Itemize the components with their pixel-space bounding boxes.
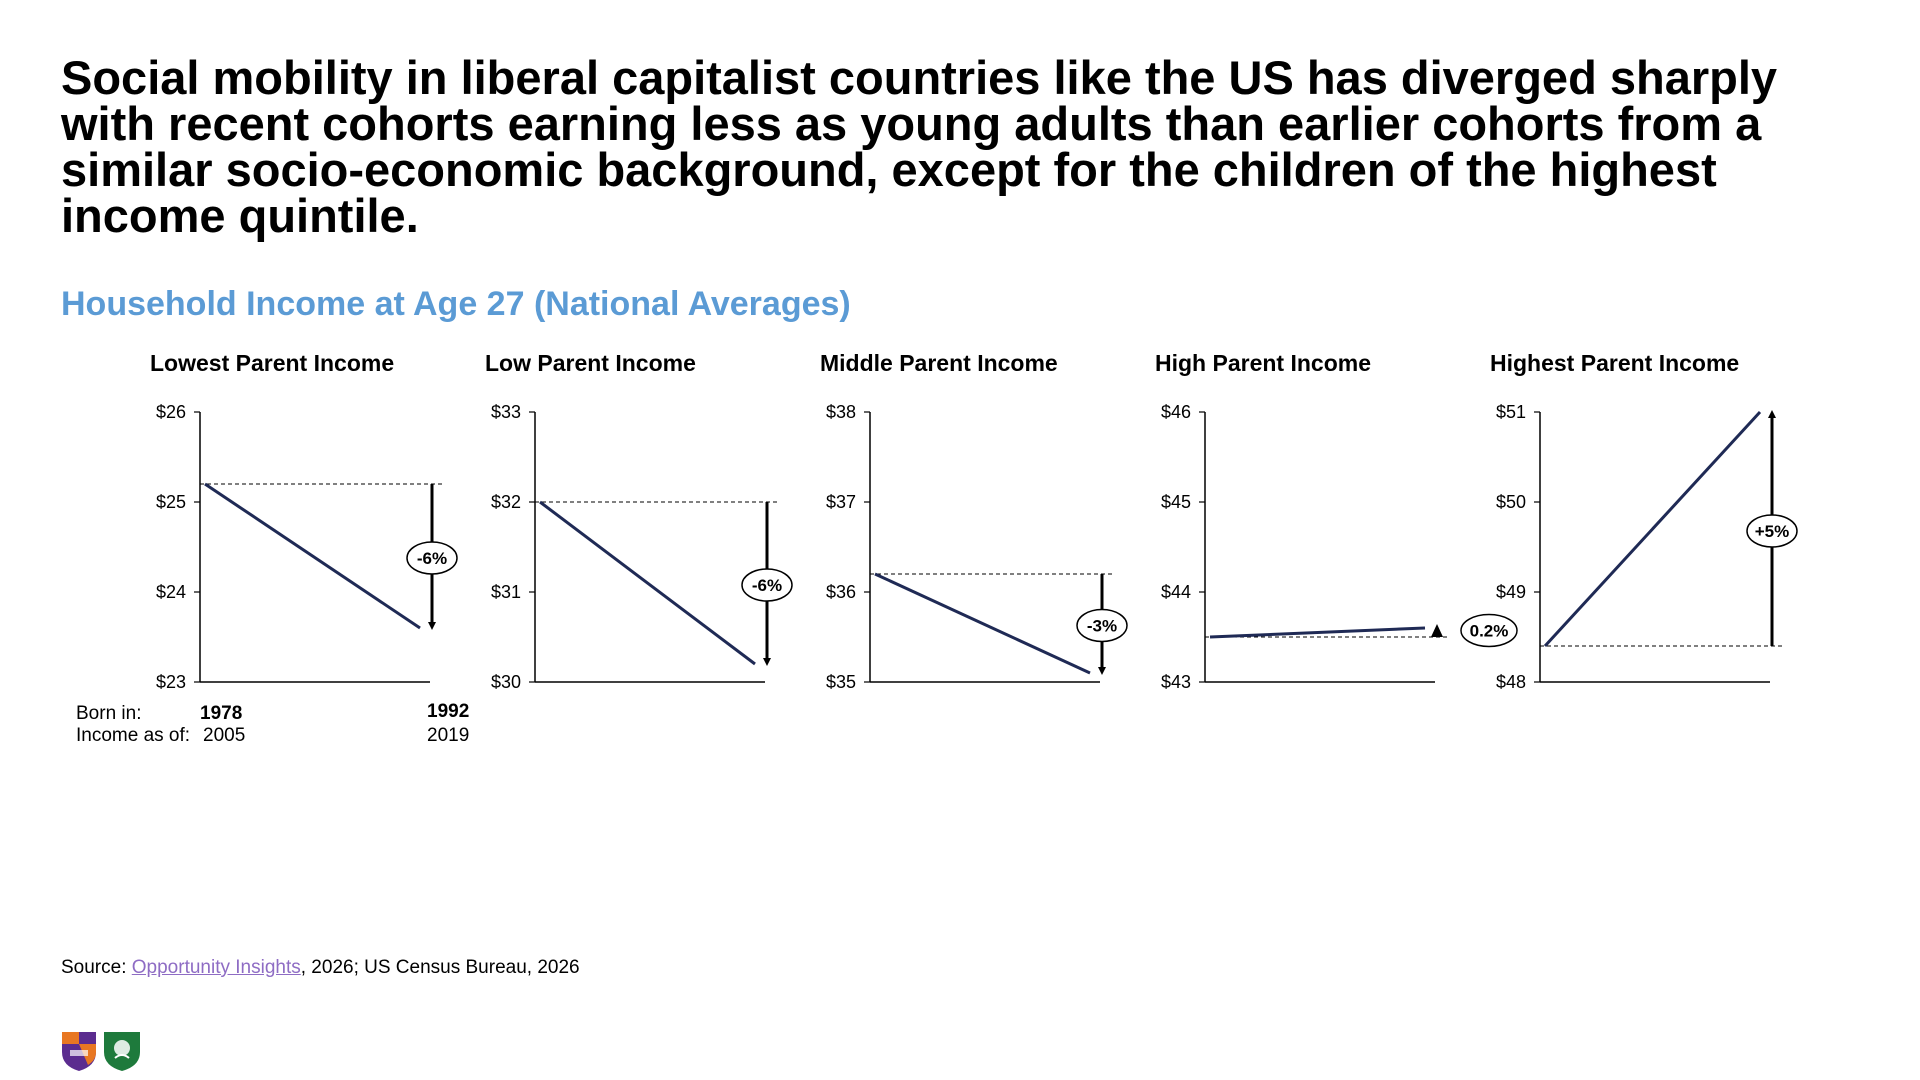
panel-title-lowest: Lowest Parent Income: [150, 350, 395, 376]
born-in-label: Born in:: [76, 703, 142, 724]
panel-1-ytick-label: $26: [155, 402, 186, 422]
chart-subtitle: Household Income at Age 27 (National Averages): [61, 285, 851, 323]
panel-3-ytick-label: $35: [825, 672, 856, 692]
panel-5-ytick-label: $48: [1495, 672, 1526, 692]
panel-1-ytick-label: $25: [155, 492, 186, 512]
panel-1-series-line: [205, 484, 420, 628]
panel-2-ytick-label: $33: [490, 402, 521, 422]
panel-1-ytick-label: $23: [155, 672, 186, 692]
panel-5-series-line: [1545, 412, 1760, 646]
panel-5-ytick-label: $49: [1495, 582, 1526, 602]
panel-title-highest: Highest Parent Income: [1490, 350, 1740, 376]
panel-title-high: High Parent Income: [1155, 350, 1371, 376]
panel-4-ytick-label: $45: [1160, 492, 1191, 512]
source-prefix: Source:: [61, 957, 132, 978]
panel-1-change-label: -6%: [416, 549, 448, 568]
panel-1-ytick-label: $24: [155, 582, 186, 602]
source-note: [61, 957, 580, 979]
panel-4-change-arrow: [1431, 624, 1443, 637]
source-link[interactable]: Opportunity Insights: [131, 957, 301, 978]
panel-2-ytick-label: $30: [490, 672, 521, 692]
page-headline: Social mobility in liberal capitalist countries like the US has diverged sharply with recent cohorts earning less as young adults than earlier cohorts from a similar socio-economic background, except for the children of the highest income quintile.: [61, 51, 1778, 242]
start-born-year: 1978: [200, 703, 243, 724]
panel-5-ytick-label: $50: [1495, 492, 1526, 512]
logo-group: [60, 1030, 150, 1077]
panel-2-ytick-label: $31: [490, 582, 521, 602]
panel-3-ytick-label: $36: [825, 582, 856, 602]
panel-title-middle: Middle Parent Income: [820, 350, 1058, 376]
start-income-year: 2005: [203, 725, 246, 746]
end-born-year: 1992: [427, 701, 470, 722]
panel-2-ytick-label: $32: [490, 492, 521, 512]
panel-4-ytick-label: $44: [1160, 582, 1191, 602]
end-income-year: 2019: [427, 725, 470, 746]
panel-3-series-line: [875, 574, 1090, 673]
panel-2-series-line: [540, 502, 755, 664]
panel-4-series-line: [1210, 628, 1425, 637]
income-as-of-label: Income as of:: [76, 725, 191, 746]
panel-2-change-label: -6%: [751, 576, 783, 595]
panel-5-ytick-label: $51: [1495, 402, 1526, 422]
panel-4-ytick-label: $46: [1160, 402, 1191, 422]
source-suffix: , 2026; US Census Bureau, 2026: [300, 957, 580, 978]
panel-5-change-label: +5%: [1754, 522, 1790, 541]
shield-logo-icon: [60, 1030, 150, 1072]
panel-3-change-label: -3%: [1086, 616, 1118, 636]
panel-4-change-label: 0.2%: [1469, 621, 1509, 641]
panel-title-low: Low Parent Income: [485, 350, 696, 376]
panel-3-ytick-label: $38: [825, 402, 856, 422]
panel-3-ytick-label: $37: [825, 492, 856, 512]
panel-4-ytick-label: $43: [1160, 672, 1191, 692]
